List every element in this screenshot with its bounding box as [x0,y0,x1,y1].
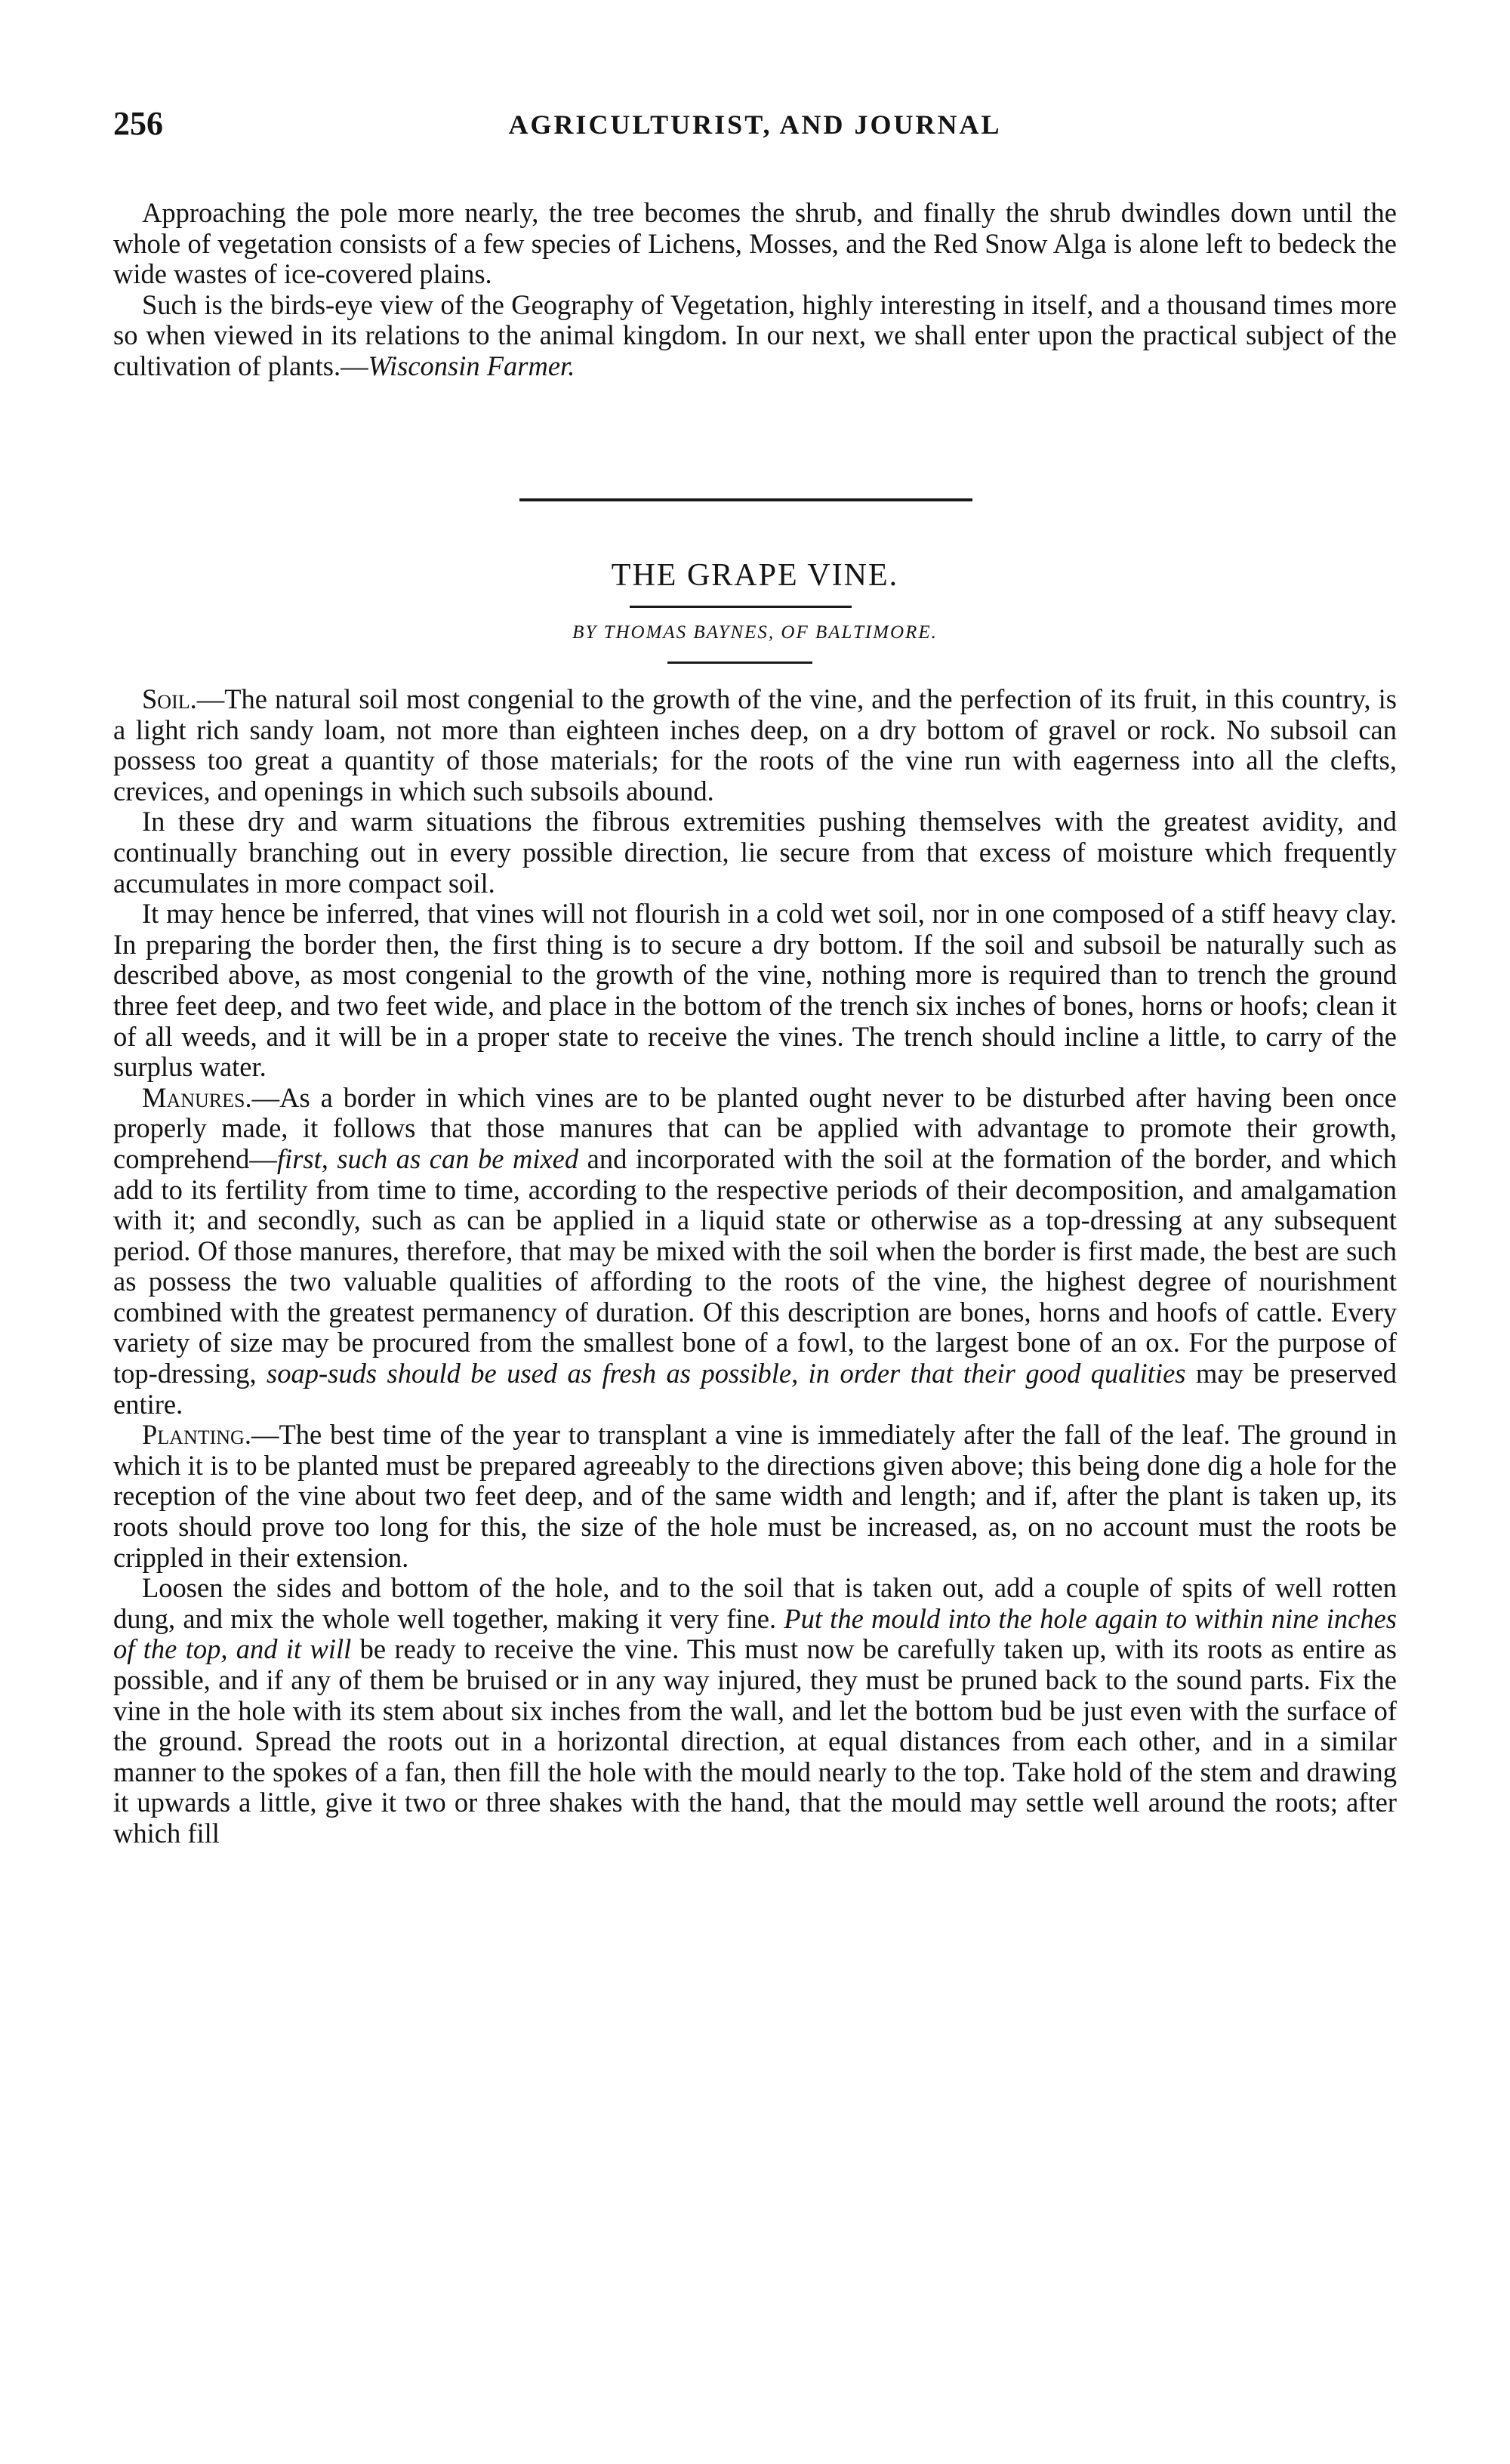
title-rule [630,606,852,608]
planting-heading: Planting. [142,1419,251,1451]
manures-text-a: —As a border in which vines are to be planted ought never to be disturbed after having been once properly made, it follows that those manures that can be applied with advantage to promote their growth, comprehend— [113,1081,1397,1174]
article-title: THE GRAPE VINE. [611,558,899,593]
intro-paragraph-2 [113,290,1397,382]
soil-heading: Soil. [142,683,197,714]
planting-text: —The best time of the year to transplant a vine is immediately after the fall of the leaf. The ground in which it is to be planted must be prepared agreeably to the directions given above; this being done dig a hole for the reception of the vine about two feet deep, and of the same width and length; and if, after the plant is taken up, its roots should prove too long for this, the size of the hole must be increased, as, on no account must the roots be crippled in their extension. [113,1419,1397,1573]
manures-text-c: may be preserved entire. [113,1358,1397,1420]
manures-text-b: and incorporated with the soil at the formation of the border, and which add to its fertility from time to time, according to the respective periods of their decomposition, and amalgamation with it; and secondly, such as can be applied in a liquid state or otherwise as a top-dressing at any subsequent period. Of those manures, therefore, that may be mixed with the soil when the border is first made, the best are such as possess the two valuable qualities of affording to the roots of the vine, the highest degree of nourishment combined with the greatest permanency of duration. Of this description are bones, horns and hoofs of cattle. Every variety of size may be procured from the smallest bone of a fowl, to the largest bone of an ox. For the purpose of top-dressing, [113,1143,1397,1389]
paragraph-soil [113,684,1397,806]
loosen-italic: Put the mould into the hole again to within nine inches of the top, and it will [113,1602,1397,1665]
paragraph-situations: In these dry and warm situations the fibrous extremities pushing themselves with the greatest avidity, and continually branching out in every possible direction, lie secure from that excess of moisture which frequently accumulates in more compact soil. [113,806,1397,899]
loosen-text-b: be ready to receive the vine. This must now be carefully taken up, with its roots as entire as possible, and if any of them be bruised or in any way injured, they must be pruned back to the sound parts. Fix the vine in the hole with its stem about six inches from the wall, and let the bottom bud be just even with the surface of the ground. Spread the roots out in a horizontal direction, at equal distances from each other, and in a similar manner to the spokes of a fan, then fill the hole with the mould nearly to the top. Take hold of the stem and drawing it upwards a little, give it two or three shakes with the hand, that the mould may settle well around the roots; after which fill [113,1633,1397,1849]
manures-italic-b: soap-suds should be used as fresh as possible, in order that their good qualities [267,1358,1186,1389]
intro-paragraph-1: Approaching the pole more nearly, the tree becomes the shrub, and finally the shrub dwindles down until the whole of vegetation consists of a few species of Lichens, Mosses, and the Red Snow Alga is alone left to bedeck the wide wastes of ice-covered plains. [113,197,1397,290]
manures-italic-a: first, such as can be mixed [276,1143,579,1174]
article-body [113,684,1397,1849]
paragraph-inferred: It may hence be inferred, that vines will not flourish in a cold wet soil, nor in one composed of a stiff heavy clay. In preparing the border then, the first thing is to secure a dry bottom. If the soil and subsoil be naturally such as described above, as most congenial to the growth of the vine, nothing more is required than to trench the ground three feet deep, and two feet wide, and place in the bottom of the trench six inches of bones, horns or hoofs; clean it of all weeds, and it will be in a proper state to receive the vines. The trench should incline a little, to carry of the surplus water. [113,898,1397,1083]
section-divider [519,498,972,501]
manures-heading: Manures. [142,1081,252,1113]
running-head: AGRICULTURIST, AND JOURNAL [508,109,1002,140]
source-attribution: Wisconsin Farmer. [368,350,575,381]
soil-text: —The natural soil most congenial to the growth of the vine, and the perfection of its fruit, in this country, is a light rich sandy loam, not more than eighteen inches deep, on a dry bottom of gravel or rock. No subsoil can possess too great a quantity of those materials; for the roots of the vine run with eagerness into all the clefts, crevices, and openings in which such subsoils abound. [113,683,1397,806]
paragraph-planting [113,1420,1397,1573]
byline-rule [667,661,812,664]
intro-paragraph-2-text: Such is the birds-eye view of the Geography of Vegetation, highly interesting in itself, and a thousand times more so when viewed in its relations to the animal kingdom. In our next, we shall enter upon the practical subject of the cultivation of plants.— [113,288,1397,381]
paragraph-loosen [113,1573,1397,1849]
intro-section [113,198,1397,382]
loosen-text-a: Loosen the sides and bottom of the hole, and to the soil that is taken out, add a couple of spits of well rotten dung, and mix the whole well together, making it very fine. [113,1572,1397,1634]
paragraph-manures [113,1083,1397,1420]
page-header [113,104,1397,150]
article-byline: BY THOMAS BAYNES, OF BALTIMORE. [572,622,938,643]
page-number: 256 [113,105,163,142]
